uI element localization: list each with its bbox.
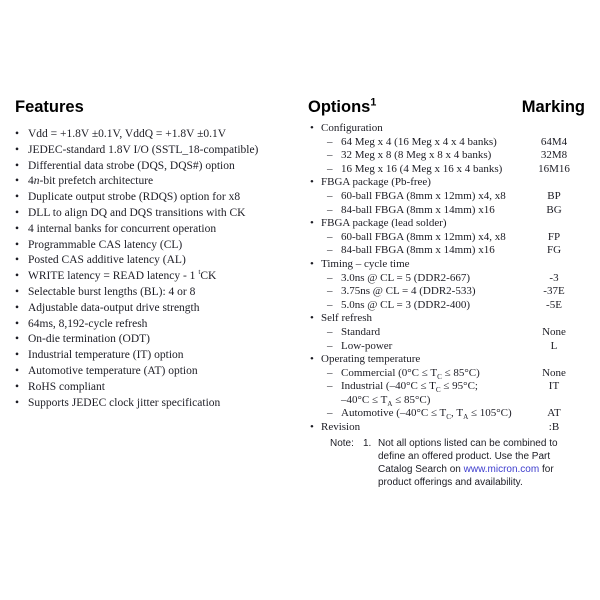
feature-item	[15, 190, 305, 206]
option-item-marking: BG	[546, 203, 562, 216]
options-header	[308, 98, 585, 116]
feature-item	[15, 269, 305, 285]
option-group-row	[308, 176, 585, 190]
option-group-row	[308, 122, 585, 136]
feature-item-text: RoHS compliant	[28, 380, 105, 393]
feature-item-text: Differential data strobe (DQS, DQS#) option	[28, 159, 235, 172]
note-label: Note:	[330, 437, 354, 449]
option-item-row	[308, 407, 585, 421]
option-item-row	[308, 163, 585, 177]
option-item-label	[308, 326, 523, 340]
option-item-marking: None	[542, 366, 566, 379]
option-item-marking: AT	[547, 407, 561, 420]
micron-website-link[interactable]: www.micron.com	[463, 463, 540, 475]
option-item-text: Low-power	[341, 339, 393, 352]
feature-item-text: DLL to align DQ and DQS transitions with CK	[28, 206, 246, 219]
option-group-label: • FBGA package (lead solder)	[308, 217, 523, 231]
feature-item	[15, 396, 305, 412]
option-item-text: Automotive ($-40^\circ C \le T_C$, $T_A \le 105^\circ C$)	[341, 407, 512, 422]
option-item-label	[308, 272, 523, 286]
option-item-label	[308, 204, 523, 218]
features-list	[15, 127, 305, 411]
feature-item	[15, 317, 305, 333]
option-item-label	[308, 190, 523, 204]
option-group-row	[308, 258, 585, 272]
option-item-marking: FG	[546, 244, 562, 257]
feature-item-text: Vdd = +1.8V ±0.1V, VddQ = +1.8V ±0.1V	[28, 128, 227, 140]
option-item-text: Industrial ($-40^\circ C \le T_C \le 95^\circ C$;	[341, 380, 478, 395]
feature-item	[15, 222, 305, 238]
feature-item	[15, 159, 305, 175]
feature-item	[15, 174, 305, 190]
note-text-before-link: Not all options listed can be combined to define an offered product. Use the Part Catalog Search on	[378, 437, 558, 475]
option-item-marking: 32M8	[540, 149, 568, 162]
option-group-row	[308, 217, 585, 231]
feature-item-text: On-die termination (ODT)	[28, 333, 150, 346]
feature-item-text: Posted CAS additive latency (AL)	[28, 254, 186, 267]
feature-item-text: Programmable CAS latency (CL)	[28, 238, 183, 251]
option-group-label: • Timing – cycle time	[308, 258, 523, 272]
note-number: 1.	[363, 437, 372, 449]
option-item-label	[308, 367, 523, 381]
option-item-label	[308, 407, 523, 421]
option-item-marking: 16M16	[538, 162, 570, 175]
option-item-row	[308, 136, 585, 150]
option-item-label	[308, 136, 523, 150]
option-item-row	[308, 380, 585, 407]
option-item-row	[308, 231, 585, 245]
option-item-row	[308, 326, 585, 340]
feature-item-text: JEDEC-standard 1.8V I/O (SSTL_18-compatible)	[28, 143, 259, 156]
option-item-text-continued: $-40^\circ C \le T_A \le 85^\circ C$)	[341, 393, 431, 409]
feature-item-text: Industrial temperature (IT) option	[28, 349, 184, 362]
feature-item-text: Duplicate output strobe (RDQS) option for x8	[28, 191, 241, 204]
option-group-label: • Operating temperature	[308, 353, 523, 367]
option-group-row	[308, 353, 585, 367]
option-item-row	[308, 299, 585, 313]
option-item-marking: L	[550, 339, 558, 352]
feature-item	[15, 285, 305, 301]
option-item-text: 60-ball FBGA (8mm x 12mm) x4, x8	[341, 189, 506, 202]
option-group-label: • FBGA package (Pb-free)	[308, 176, 523, 190]
option-item-row	[308, 340, 585, 354]
option-group-label: • Revision	[308, 421, 523, 435]
option-item-text: 5.0ns @ CL = 3 (DDR2-400)	[341, 298, 470, 311]
feature-item-text: Selectable burst lengths (BL): 4 or 8	[28, 285, 196, 298]
option-item-marking: None	[542, 325, 566, 338]
option-item-label	[308, 163, 523, 177]
feature-item-text: Adjustable data-output drive strength	[28, 301, 200, 314]
option-item-marking: -3	[549, 271, 559, 284]
option-item-label	[308, 340, 523, 354]
marking-column-header: Marking	[521, 98, 585, 116]
option-item-label	[308, 231, 523, 245]
option-group-marking: :B	[548, 421, 560, 434]
option-group-row	[308, 312, 585, 326]
feature-item-text: 4 internal banks for concurrent operation	[28, 222, 217, 235]
options-heading: Options$^1$	[308, 96, 377, 116]
feature-item	[15, 238, 305, 254]
note-text-after-link: for product offerings and availability.	[378, 463, 554, 488]
option-item-row	[308, 190, 585, 204]
feature-item-text: 64ms, 8,192-cycle refresh	[28, 317, 148, 330]
option-item-text: 64 Meg x 4 (16 Meg x 4 x 4 banks)	[341, 135, 497, 148]
options-section	[308, 98, 585, 489]
option-item-text: 84-ball FBGA (8mm x 14mm) x16	[341, 203, 495, 216]
feature-item	[15, 348, 305, 364]
option-group-label: • Self refresh	[308, 312, 523, 326]
option-item-marking: IT	[548, 380, 560, 393]
option-item-row	[308, 149, 585, 163]
option-item-row	[308, 285, 585, 299]
feature-item-text: WRITE latency = READ latency - 1 $^t$CK	[28, 267, 217, 283]
option-item-text: 84-ball FBGA (8mm x 14mm) x16	[341, 244, 495, 257]
features-section	[15, 98, 305, 411]
option-item-marking: -37E	[543, 285, 565, 298]
feature-item	[15, 127, 305, 143]
note-text	[378, 437, 576, 489]
option-item-text: 3.0ns @ CL = 5 (DDR2-667)	[341, 271, 470, 284]
option-item-text: 60-ball FBGA (8mm x 12mm) x4, x8	[341, 230, 506, 243]
option-item-label	[308, 299, 523, 313]
feature-item	[15, 143, 305, 159]
feature-item	[15, 206, 305, 222]
footnote	[308, 437, 585, 489]
feature-item-text: Supports JEDEC clock jitter specification	[28, 396, 221, 409]
option-item-text: 32 Meg x 8 (8 Meg x 8 x 4 banks)	[341, 149, 492, 162]
feature-item	[15, 301, 305, 317]
feature-item	[15, 364, 305, 380]
option-group-row	[308, 421, 585, 435]
option-item-text: Standard	[341, 325, 381, 338]
option-item-label	[308, 244, 523, 258]
option-item-text: 3.75ns @ CL = 4 (DDR2-533)	[341, 285, 476, 298]
option-group-label: • Configuration	[308, 122, 523, 136]
features-heading: Features	[15, 98, 84, 116]
feature-item	[15, 332, 305, 348]
option-item-label	[308, 149, 523, 163]
option-item-text: 16 Meg x 16 (4 Meg x 16 x 4 banks)	[341, 162, 503, 175]
option-item-row	[308, 367, 585, 381]
feature-item-text: 4n-bit prefetch architecture	[28, 175, 154, 188]
option-item-label	[308, 380, 523, 407]
option-item-row	[308, 272, 585, 286]
option-item-row	[308, 204, 585, 218]
option-item-marking: BP	[547, 189, 561, 202]
feature-item	[15, 380, 305, 396]
option-item-marking: 64M4	[540, 135, 568, 148]
feature-item	[15, 253, 305, 269]
option-item-text: Commercial $(0^\circ C \le T_C \le 85^\circ C)$	[341, 366, 480, 381]
option-item-marking: -5E	[546, 298, 562, 311]
option-item-row	[308, 244, 585, 258]
option-item-label	[308, 285, 523, 299]
option-item-marking: FP	[547, 230, 561, 243]
feature-item-text: Automotive temperature (AT) option	[28, 364, 198, 377]
